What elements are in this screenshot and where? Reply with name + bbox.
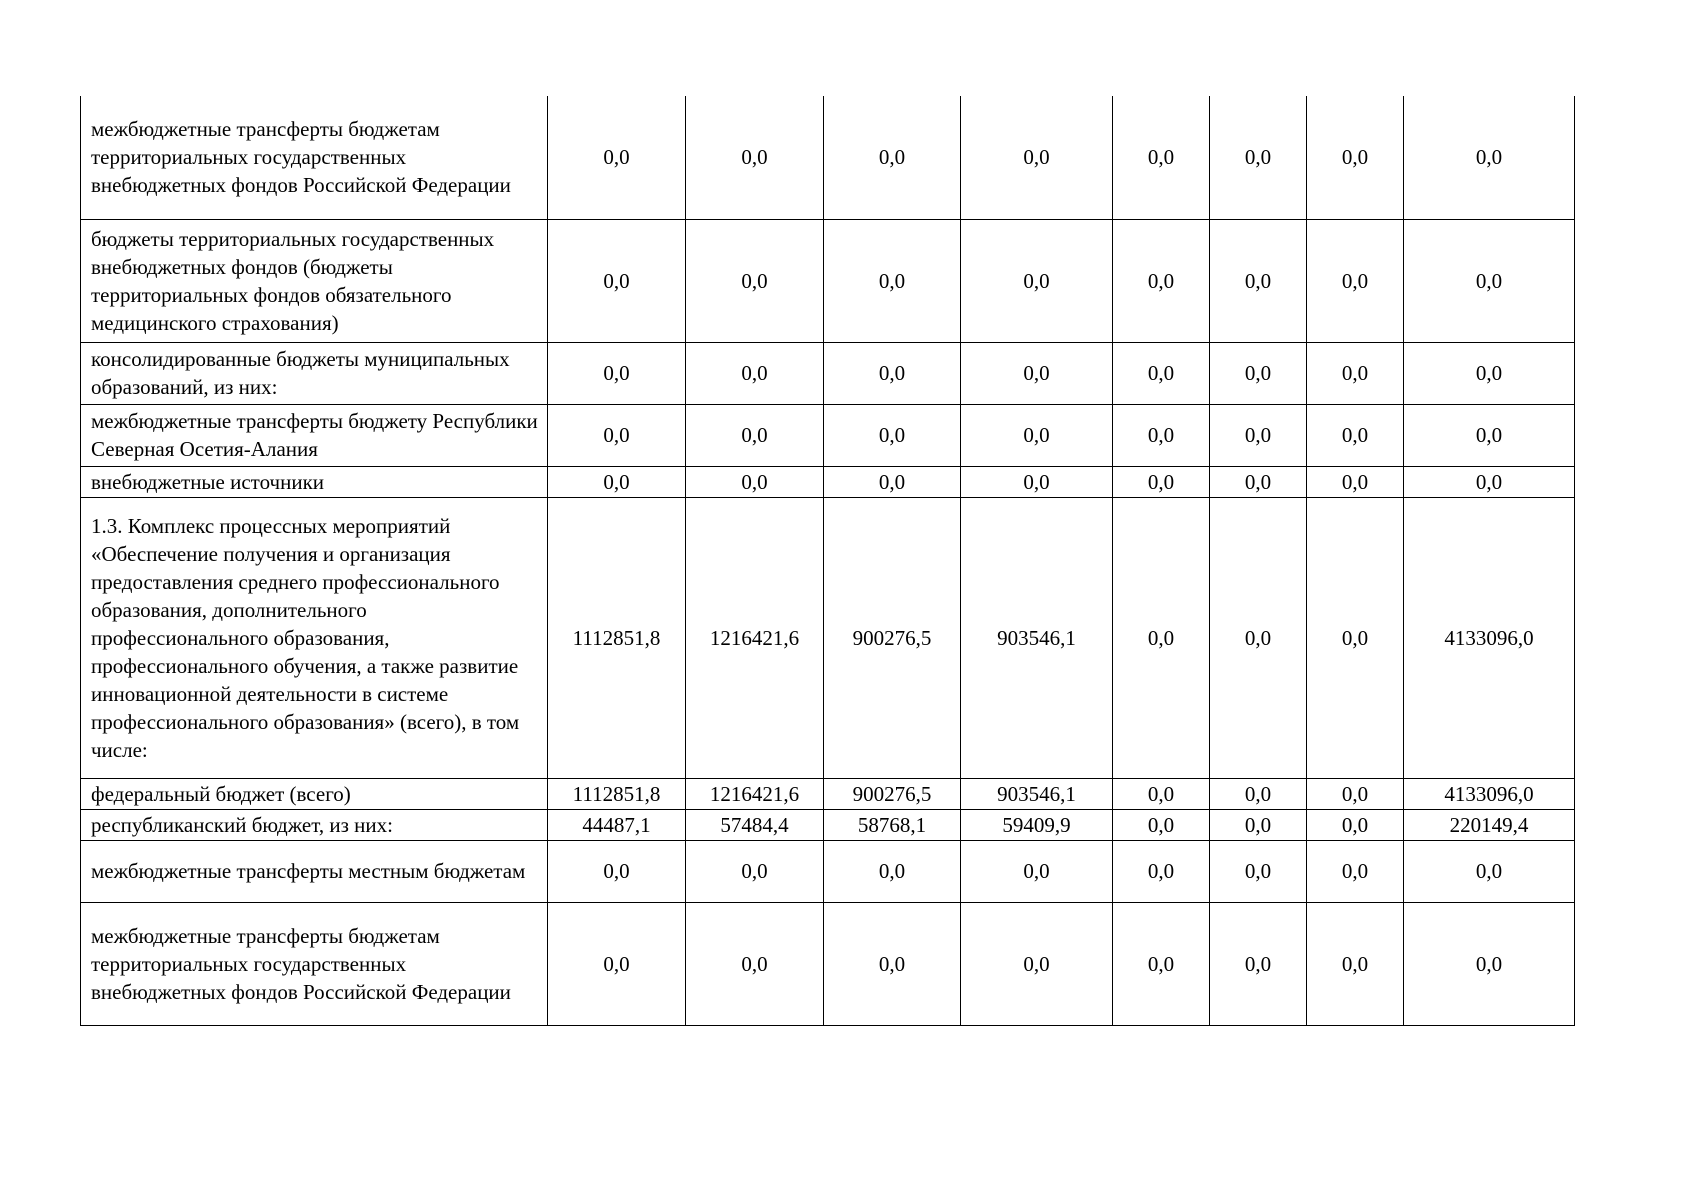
value-cell: 0,0 [1113,404,1210,466]
value-cell: 0,0 [824,404,961,466]
table-row [81,404,1575,466]
value-cell: 0,0 [961,342,1113,404]
value-cell: 0,0 [1210,404,1307,466]
value-cell: 0,0 [824,840,961,902]
value-cell: 0,0 [961,404,1113,466]
budget-table [80,96,1575,1026]
value-cell: 0,0 [686,404,824,466]
value-cell: 0,0 [686,342,824,404]
value-cell: 0,0 [1210,840,1307,902]
row-label-cell: 1.3. Комплекс процессных мероприятий «Обеспечение получения и организация предоставления среднего профессионального образования, дополнительного профессионального образования, профессионального обучения, а также развитие инновационной деятельности в системе профессионального образования» (всего), в том числе: [81,497,548,778]
value-cell: 0,0 [1307,778,1404,809]
value-cell: 1216421,6 [686,497,824,778]
value-cell: 44487,1 [548,809,686,840]
value-cell: 0,0 [1404,840,1575,902]
value-cell: 0,0 [824,342,961,404]
value-cell: 0,0 [1307,342,1404,404]
value-cell: 0,0 [824,466,961,497]
row-label-cell: федеральный бюджет (всего) [81,778,548,809]
value-cell: 0,0 [686,219,824,342]
value-cell: 57484,4 [686,809,824,840]
value-cell: 0,0 [1404,342,1575,404]
table-row [81,809,1575,840]
budget-table-body [81,96,1575,1025]
value-cell: 0,0 [1113,902,1210,1025]
value-cell: 0,0 [548,96,686,219]
value-cell: 0,0 [1404,404,1575,466]
value-cell: 0,0 [1307,809,1404,840]
value-cell: 0,0 [1307,466,1404,497]
value-cell: 903546,1 [961,778,1113,809]
value-cell: 0,0 [1210,466,1307,497]
value-cell: 0,0 [1113,96,1210,219]
value-cell: 0,0 [961,902,1113,1025]
value-cell: 0,0 [548,840,686,902]
value-cell: 1112851,8 [548,497,686,778]
table-row [81,778,1575,809]
value-cell: 0,0 [961,96,1113,219]
value-cell: 0,0 [1113,778,1210,809]
value-cell: 0,0 [1307,404,1404,466]
table-row [81,96,1575,219]
row-label-cell: межбюджетные трансферты местным бюджетам [81,840,548,902]
value-cell: 0,0 [548,902,686,1025]
value-cell: 0,0 [824,219,961,342]
value-cell: 0,0 [1210,809,1307,840]
value-cell: 0,0 [1404,96,1575,219]
value-cell: 0,0 [961,219,1113,342]
value-cell: 0,0 [824,902,961,1025]
row-label-cell: бюджеты территориальных государственных внебюджетных фондов (бюджеты территориальных фондов обязательного медицинского страхования) [81,219,548,342]
value-cell: 0,0 [1113,809,1210,840]
value-cell: 0,0 [686,840,824,902]
value-cell: 0,0 [1307,96,1404,219]
value-cell: 0,0 [686,902,824,1025]
value-cell: 900276,5 [824,497,961,778]
value-cell: 0,0 [548,404,686,466]
value-cell: 1216421,6 [686,778,824,809]
value-cell: 0,0 [961,840,1113,902]
value-cell: 0,0 [548,466,686,497]
value-cell: 0,0 [1210,902,1307,1025]
value-cell: 0,0 [1404,902,1575,1025]
value-cell: 4133096,0 [1404,778,1575,809]
value-cell: 59409,9 [961,809,1113,840]
row-label-cell: внебюджетные источники [81,466,548,497]
value-cell: 0,0 [1113,497,1210,778]
value-cell: 0,0 [961,466,1113,497]
row-label-cell: межбюджетные трансферты бюджету Республики Северная Осетия-Алания [81,404,548,466]
row-label-cell: консолидированные бюджеты муниципальных образований, из них: [81,342,548,404]
value-cell: 0,0 [686,466,824,497]
value-cell: 0,0 [1307,840,1404,902]
row-label-cell: межбюджетные трансферты бюджетам территориальных государственных внебюджетных фондов Российской Федерации [81,96,548,219]
value-cell: 0,0 [1210,219,1307,342]
value-cell: 0,0 [1307,497,1404,778]
value-cell: 0,0 [824,96,961,219]
value-cell: 220149,4 [1404,809,1575,840]
value-cell: 0,0 [1307,902,1404,1025]
value-cell: 1112851,8 [548,778,686,809]
value-cell: 0,0 [1307,219,1404,342]
value-cell: 0,0 [1210,497,1307,778]
value-cell: 900276,5 [824,778,961,809]
table-row [81,219,1575,342]
value-cell: 0,0 [1113,840,1210,902]
value-cell: 903546,1 [961,497,1113,778]
value-cell: 0,0 [1113,342,1210,404]
value-cell: 0,0 [1404,466,1575,497]
row-label-cell: республиканский бюджет, из них: [81,809,548,840]
value-cell: 0,0 [548,342,686,404]
table-row [81,342,1575,404]
value-cell: 0,0 [1210,778,1307,809]
row-label-cell: межбюджетные трансферты бюджетам территориальных государственных внебюджетных фондов Российской Федерации [81,902,548,1025]
value-cell: 0,0 [1113,219,1210,342]
value-cell: 0,0 [686,96,824,219]
table-row [81,840,1575,902]
table-row [81,466,1575,497]
value-cell: 4133096,0 [1404,497,1575,778]
value-cell: 0,0 [1210,96,1307,219]
value-cell: 0,0 [1113,466,1210,497]
value-cell: 0,0 [1404,219,1575,342]
table-row [81,902,1575,1025]
value-cell: 0,0 [1210,342,1307,404]
table-row [81,497,1575,778]
value-cell: 0,0 [548,219,686,342]
value-cell: 58768,1 [824,809,961,840]
